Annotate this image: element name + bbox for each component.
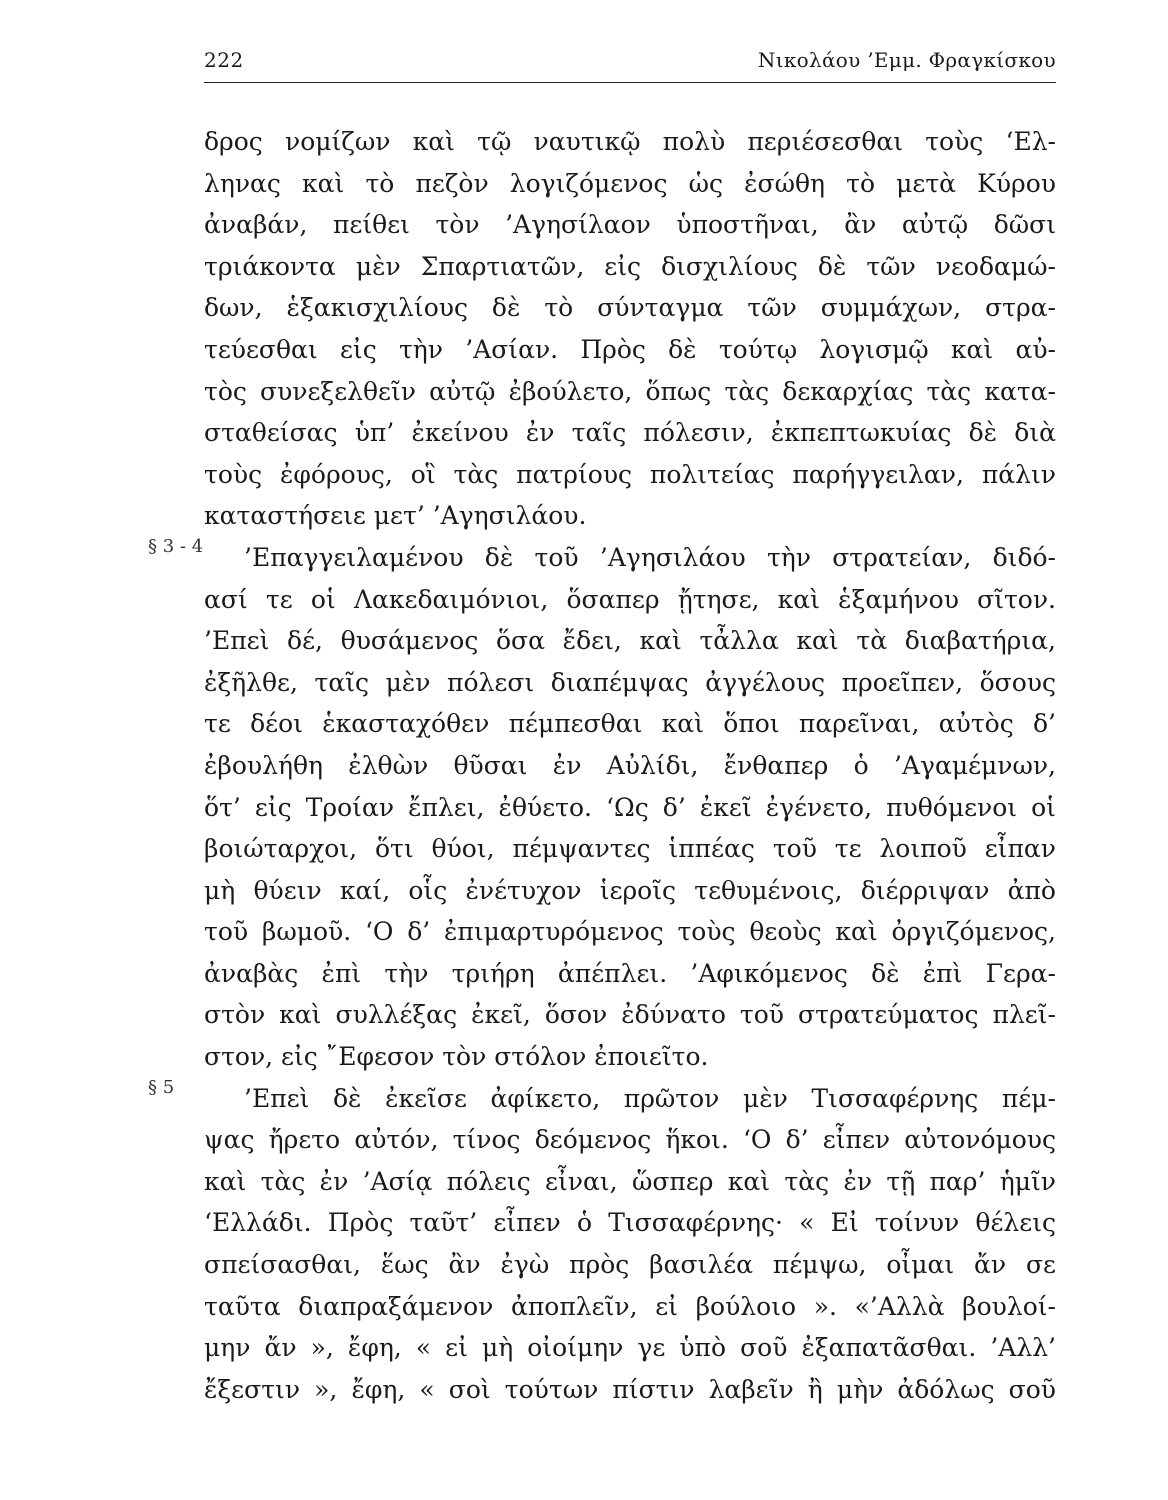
section-marker-5: § 5 <box>148 1077 175 1098</box>
text-line: σταθείσας ὑπ’ ἐκείνου ἐν ταῖς πόλεσιν, ἐκπεπτωκυίας δὲ διὰ <box>204 418 1056 448</box>
text-line: στὸν καὶ συλλέξας ἐκεῖ, ὅσον ἐδύνατο τοῦ στρατεύματος πλεῖ- <box>204 1000 1056 1030</box>
text-line: στον, εἰς ῎Εφεσον τὸν στόλον ἐποιεῖτο. <box>204 1042 709 1072</box>
text-line: μην ἄν », ἔφη, « εἰ μὴ οἰοίμην γε ὑπὸ σοῦ ἐξαπατᾶσθαι. ’Αλλ’ <box>204 1333 1056 1363</box>
text-line: τοὺς ἐφόρους, οἳ τὰς πατρίους πολιτείας παρήγγειλαν, πάλιν <box>204 459 1056 489</box>
body-text <box>204 121 1056 1410</box>
text-line: ’Επεὶ δὲ ἐκεῖσε ἀφίκετο, πρῶτον μὲν Τισσαφέρνης πέμ- <box>244 1083 1056 1113</box>
text-line: τριάκοντα μὲν Σπαρτιατῶν, εἰς δισχιλίους δὲ τῶν νεοδαμώ- <box>204 251 1056 281</box>
text-line: ἐξῆλθε, ταῖς μὲν πόλεσι διαπέμψας ἀγγέλους προεῖπεν, ὅσους <box>204 667 1056 697</box>
text-line: ἐβουλήθη ἐλθὼν θῦσαι ἐν Αὐλίδι, ἔνθαπερ ὁ ’Αγαμέμνων, <box>204 750 1056 780</box>
text-line: καὶ τὰς ἐν ’Ασίᾳ πόλεις εἶναι, ὥσπερ καὶ τὰς ἐν τῇ παρ’ ἡμῖν <box>204 1166 1056 1196</box>
text-line: ἀναβάν, πείθει τὸν ’Αγησίλαον ὑποστῆναι, ἂν αὐτῷ δῶσι <box>204 210 1056 240</box>
section-marker-3-4: § 3 - 4 <box>148 536 204 557</box>
text-line: ἔξεστιν », ἔφη, « σοὶ τούτων πίστιν λαβεῖν ἢ μὴν ἀδόλως σοῦ <box>204 1374 1056 1404</box>
text-line: σπείσασθαι, ἕως ἂν ἐγὼ πρὸς βασιλέα πέμψω, οἶμαι ἄν σε <box>204 1250 1056 1280</box>
running-head: Νικολάου ’Εμμ. Φραγκίσκου <box>757 48 1056 72</box>
text-line: ‘Ελλάδι. Πρὸς ταῦτ’ εἶπεν ὁ Τισσαφέρνης· « Εἰ τοίνυν θέλεις <box>204 1208 1056 1238</box>
text-line: ἀναβὰς ἐπὶ τὴν τριήρη ἀπέπλει. ’Αφικόμενος δὲ ἐπὶ Γερα- <box>204 958 1056 988</box>
text-line: μὴ θύειν καί, οἷς ἐνέτυχον ἱεροῖς τεθυμένοις, διέρριψαν ἀπὸ <box>204 875 1056 905</box>
text-line: καταστήσειε μετ’ ’Αγησιλάου. <box>204 501 587 531</box>
page-number: 222 <box>204 48 244 72</box>
text-line: βοιώταρχοι, ὅτι θύοι, πέμψαντες ἱππέας τοῦ τε λοιποῦ εἶπαν <box>204 834 1056 864</box>
text-line: δων, ἑξακισχιλίους δὲ τὸ σύνταγμα τῶν συμμάχων, στρα- <box>204 293 1056 323</box>
text-line: τοῦ βωμοῦ. ‘Ο δ’ ἐπιμαρτυρόμενος τοὺς θεοὺς καὶ ὀργιζόμενος, <box>204 917 1056 947</box>
page-header <box>204 48 1056 83</box>
text-line: τὸς συνεξελθεῖν αὐτῷ ἐβούλετο, ὅπως τὰς δεκαρχίας τὰς κατα- <box>204 376 1056 406</box>
text-line: ληνας καὶ τὸ πεζὸν λογιζόμενος ὡς ἐσώθη τὸ μετὰ Κύρου <box>204 168 1056 198</box>
text-line: ταῦτα διαπραξάμενον ἀποπλεῖν, εἰ βούλοιο ». «’Αλλὰ βουλοί- <box>204 1291 1056 1321</box>
text-line: ’Επαγγειλαμένου δὲ τοῦ ’Αγησιλάου τὴν στρατείαν, διδό- <box>244 542 1056 572</box>
text-line: ’Επεὶ δέ, θυσάμενος ὅσα ἔδει, καὶ τἆλλα καὶ τὰ διαβατήρια, <box>204 626 1056 656</box>
text-line: δρος νομίζων καὶ τῷ ναυτικῷ πολὺ περιέσεσθαι τοὺς ‘Ελ- <box>204 127 1056 156</box>
text-line: τε δέοι ἑκασταχόθεν πέμπεσθαι καὶ ὅποι παρεῖναι, αὐτὸς δ’ <box>204 709 1056 739</box>
text-line: ὅτ’ εἰς Τροίαν ἔπλει, ἐθύετο. ‘Ως δ’ ἐκεῖ ἐγένετο, πυθόμενοι οἱ <box>204 792 1056 822</box>
text-line: ψας ἤρετο αὐτόν, τίνος δεόμενος ἥκοι. ‘Ο δ’ εἶπεν αὐτονόμους <box>204 1125 1056 1155</box>
text-line: τεύεσθαι εἰς τὴν ’Ασίαν. Πρὸς δὲ τούτῳ λογισμῷ καὶ αὐ- <box>204 334 1056 364</box>
text-line: ασί τε οἱ Λακεδαιμόνιοι, ὅσαπερ ᾔτησε, καὶ ἑξαμήνου σῖτον. <box>204 584 1056 614</box>
